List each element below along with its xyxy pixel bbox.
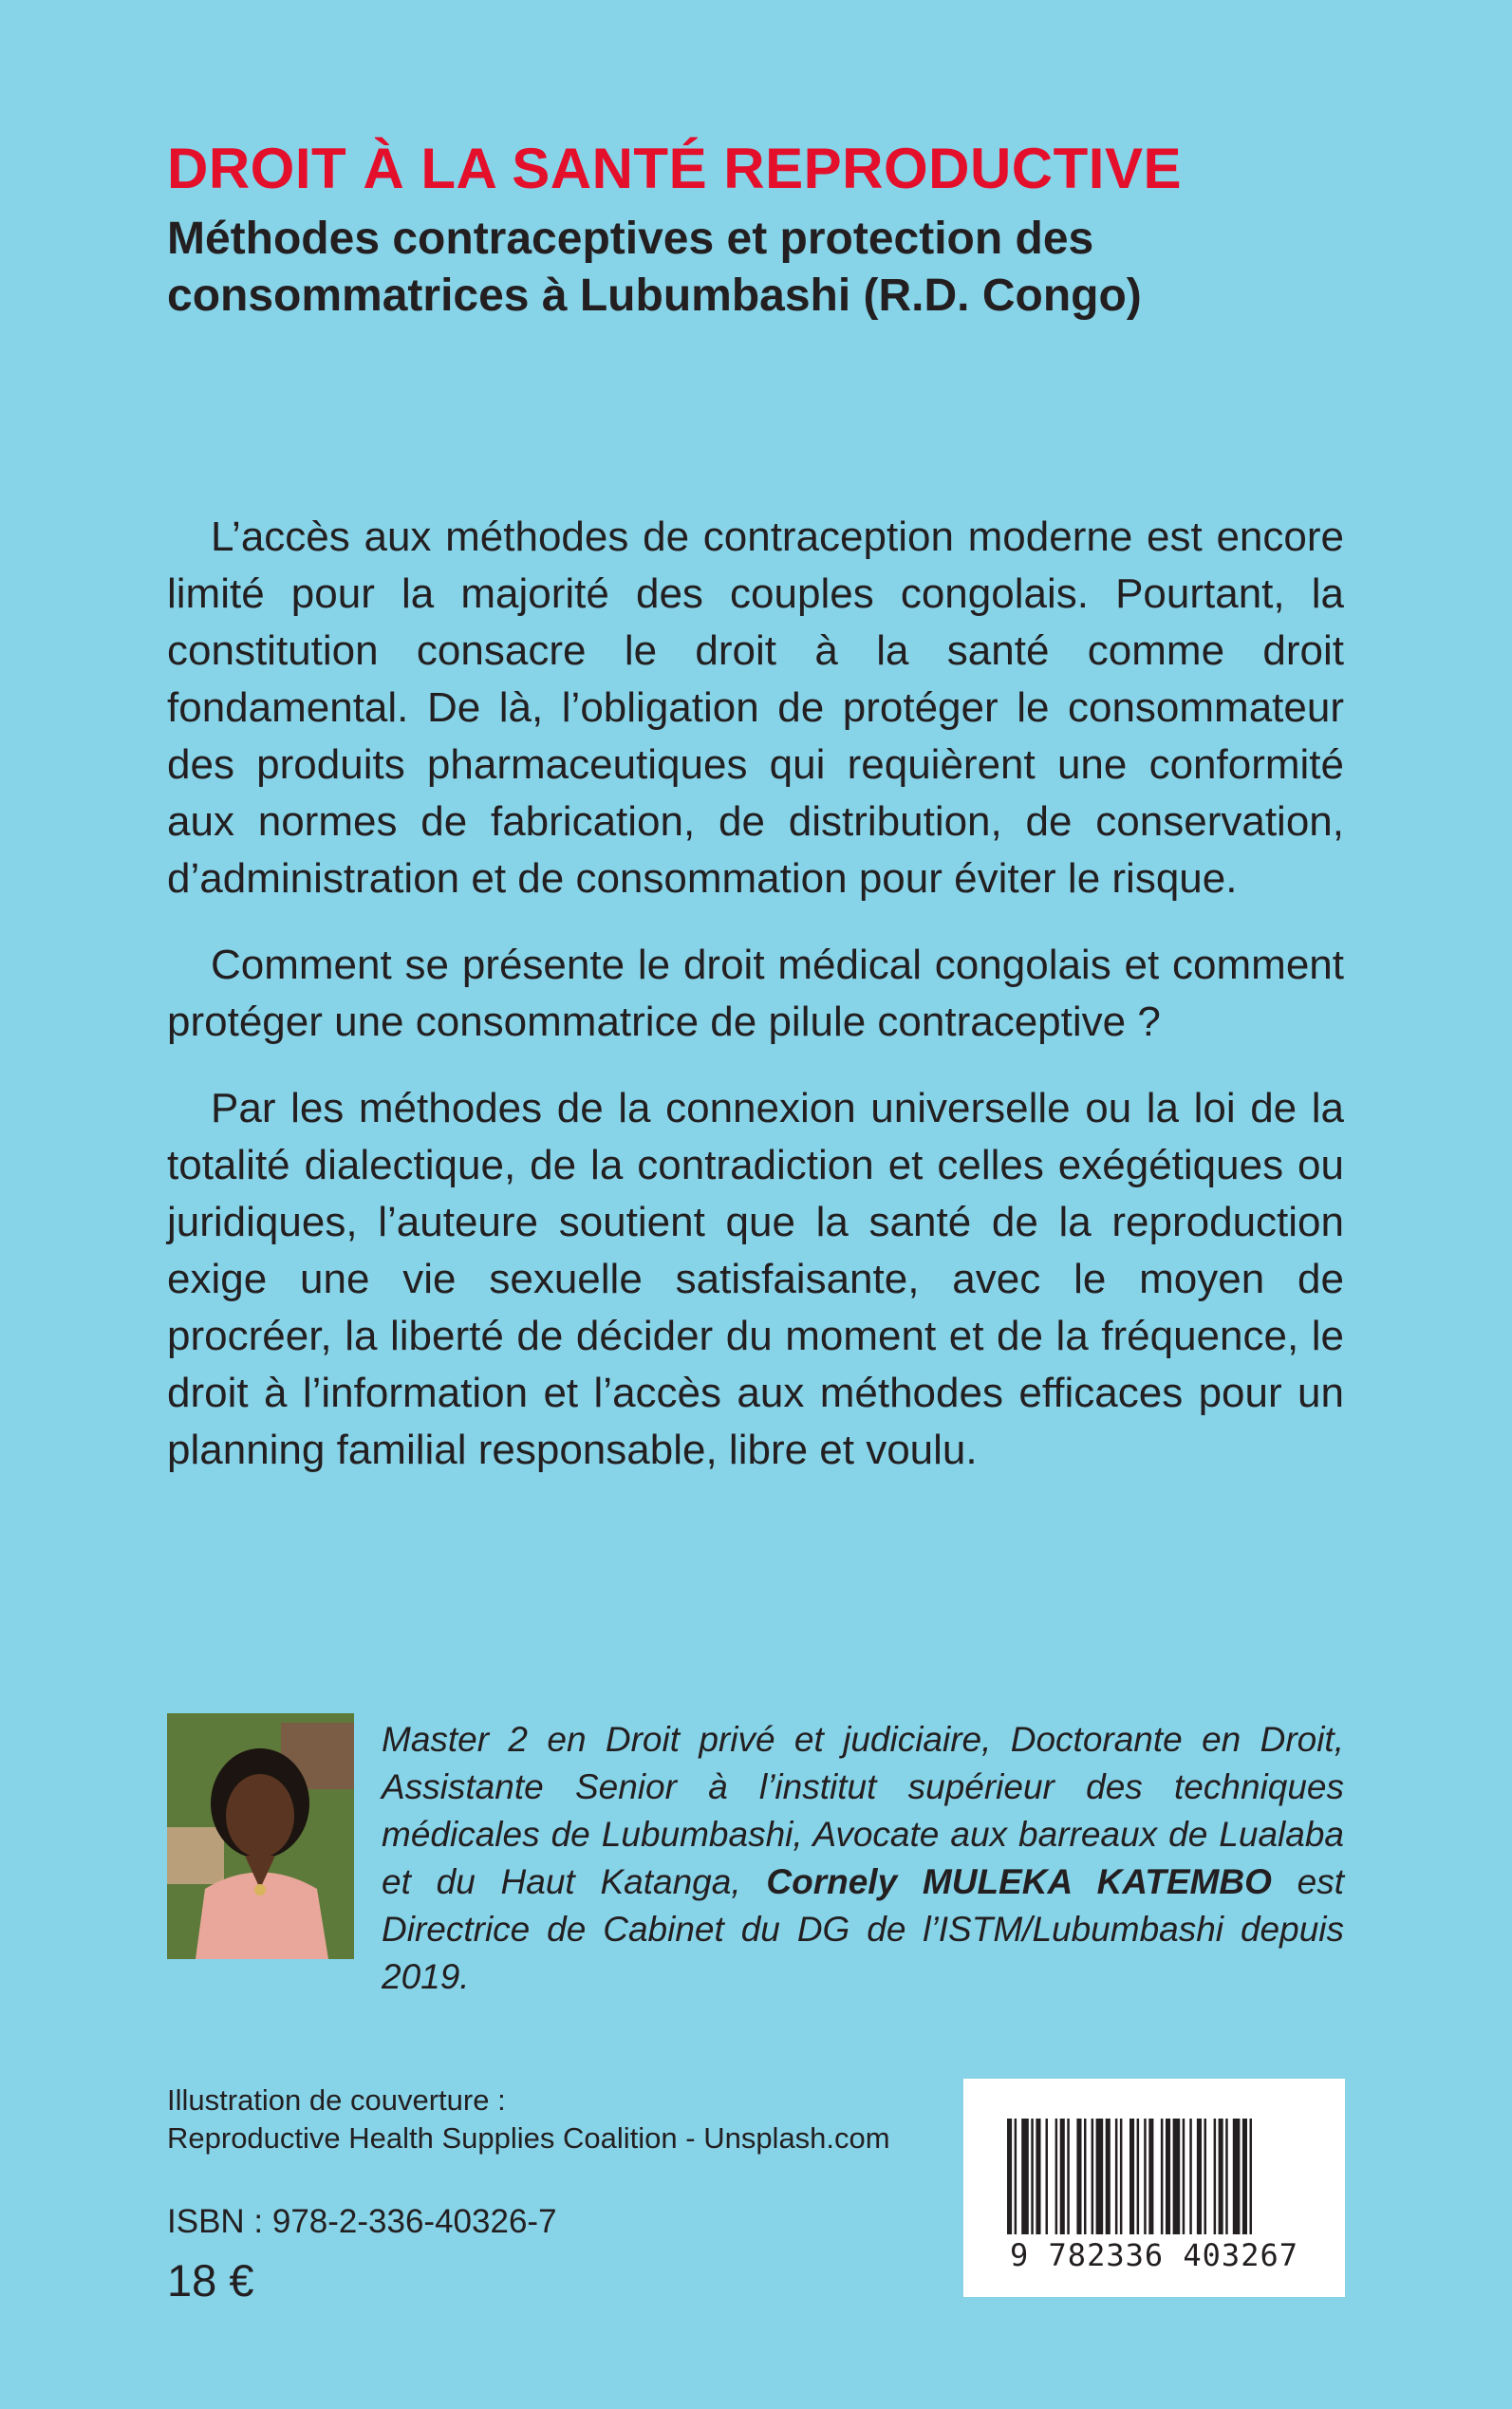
barcode-bar	[1076, 2119, 1081, 2234]
blurb-paragraph-2: Comment se présente le droit médical congolais et comment protéger une consommatrice de pilule contraceptive ?	[167, 942, 1344, 1045]
barcode-digits: 9 782336 403267	[1010, 2237, 1298, 2273]
barcode-bar	[1233, 2119, 1241, 2234]
barcode-bar	[1197, 2119, 1202, 2234]
barcode-bar	[1137, 2119, 1140, 2234]
barcode-bar	[1129, 2119, 1134, 2234]
author-bio	[382, 1716, 1344, 2001]
barcode-bar	[1250, 2119, 1253, 2234]
barcode-bar	[1031, 2119, 1034, 2234]
barcode-bar	[1148, 2119, 1153, 2234]
barcode-bar	[1067, 2119, 1070, 2234]
book-title: DROIT À LA SANTÉ REPRODUCTIVE	[167, 137, 1182, 200]
author-name: Cornely MULEKA KATEMBO	[766, 1862, 1272, 1901]
author-photo	[167, 1713, 354, 1959]
barcode-bar	[1055, 2119, 1058, 2234]
barcode-bar	[1161, 2119, 1164, 2234]
credit-source: Reproductive Health Supplies Coalition - Unsplash.com	[167, 2121, 890, 2155]
barcode-bar	[1144, 2119, 1147, 2234]
barcode-bar	[1021, 2119, 1029, 2234]
barcode-bar	[1219, 2119, 1223, 2234]
author-bio-end: est Directrice de Cabinet du DG de l’ISTM/Lubumbashi depuis 2019.	[382, 1862, 1345, 1996]
subtitle-line-2: consommatrices à Lubumbashi (R.D. Congo)	[167, 271, 1142, 321]
barcode-bar	[1189, 2119, 1192, 2234]
barcode-bar	[1084, 2119, 1087, 2234]
barcode-bar	[1214, 2119, 1217, 2234]
cover-illustration-credit	[167, 2082, 890, 2157]
barcode-bar	[1120, 2119, 1123, 2234]
credit-label: Illustration de couverture :	[167, 2083, 506, 2117]
barcode-bar	[1204, 2119, 1207, 2234]
barcode-bar	[1007, 2119, 1012, 2234]
barcode-bar	[1183, 2119, 1185, 2234]
barcode-bar	[1036, 2119, 1040, 2234]
barcode-bar	[1106, 2119, 1111, 2234]
barcode	[963, 2079, 1345, 2297]
barcode-bar	[1015, 2119, 1017, 2234]
author-bio-intro: Master 2 en Droit privé et judiciaire, Doctorante en Droit, Assistante Senior à l’institut supérieur des techniques médicales de Lubumbashi, Avocate aux barreaux de Lualaba et du Haut Katanga,	[382, 1720, 1344, 1901]
isbn: ISBN : 978-2-336-40326-7	[167, 2203, 557, 2240]
barcode-bar	[1115, 2119, 1118, 2234]
subtitle-line-1: Méthodes contraceptives et protection des	[167, 214, 1094, 264]
barcode-bar	[1096, 2119, 1104, 2234]
back-cover-blurb	[167, 509, 1344, 1508]
book-subtitle	[167, 211, 1401, 325]
blurb-paragraph-3: Par les méthodes de la connexion universelle ou la loi de la totalité dialectique, de la contradiction et celles exégétiques ou juridiques, l’auteure soutient que la santé de la reproduction exige une vie sexuelle satisfaisante, avec le moyen de procréer, la liberté de décider du moment et de la fréquence, le droit à l’information et l’accès aux méthodes efficaces pour un planning familial responsable, libre et voulu.	[167, 1085, 1344, 1473]
price: 18 €	[167, 2255, 254, 2306]
blurb-paragraph-1: L’accès aux méthodes de contraception moderne est encore limité pour la majorité des couples congolais. Pourtant, la constitution consacre le droit à la santé comme droit fondamental. De là, l’obligation de protéger le consommateur des produits pharmaceutiques qui requièrent une conformité aux normes de fabrication, de distribution, de conservation, d’administration et de consommation pour éviter le risque.	[167, 514, 1344, 902]
barcode-bar	[1242, 2119, 1247, 2234]
barcode-bar	[1225, 2119, 1228, 2234]
barcode-bar	[1046, 2119, 1049, 2234]
barcode-bar	[1173, 2119, 1181, 2234]
barcode-bar	[1166, 2119, 1170, 2234]
barcode-bar	[1092, 2119, 1094, 2234]
barcode-bar	[1060, 2119, 1065, 2234]
